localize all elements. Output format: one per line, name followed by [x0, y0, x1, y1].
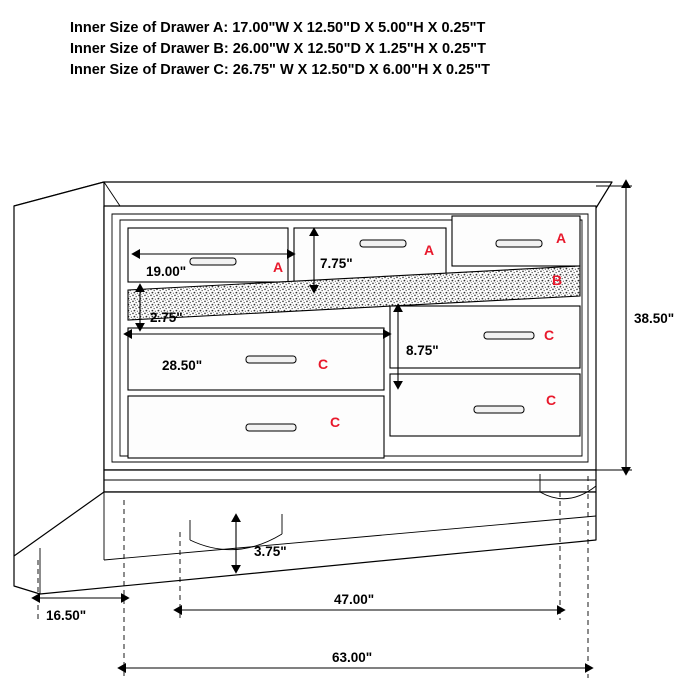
dim-overall-width [126, 650, 586, 668]
tag-drawer-a-left: A [273, 259, 284, 275]
drawer-c-left-lower[interactable] [128, 396, 384, 458]
tag-drawer-c-center: C [318, 356, 329, 372]
dim-label-drawer-c-height: 8.75" [406, 343, 439, 358]
dim-label-depth: 16.50" [46, 608, 87, 623]
dim-label-drawer-b-height: 2.75" [150, 310, 183, 325]
dim-base-width [182, 592, 558, 610]
tag-drawer-c-right-lower: C [546, 392, 557, 408]
dim-label-overall-height: 38.50" [634, 311, 675, 326]
tag-drawer-c-lower-left: C [330, 414, 341, 430]
dim-label-overall-width: 63.00" [332, 650, 373, 665]
dim-label-base-width: 47.00" [334, 592, 375, 607]
spec-line-drawer-b: Inner Size of Drawer B: 26.00"W X 12.50"D X 1.25"H X 0.25"T [70, 41, 486, 57]
dim-depth [40, 598, 122, 623]
spec-line-drawer-c: Inner Size of Drawer C: 26.75" W X 12.50"D X 6.00"H X 0.25"T [70, 62, 490, 78]
dim-label-drawer-a-height: 7.75" [320, 256, 353, 271]
tag-drawer-c-right-upper: C [544, 327, 555, 343]
dim-overall-height [596, 186, 674, 470]
dim-label-drawer-a-width: 19.00" [146, 264, 187, 279]
cabinet-left-side [14, 182, 104, 556]
tag-drawer-b: B [552, 272, 563, 288]
spec-line-drawer-a: Inner Size of Drawer A: 17.00"W X 12.50"D X 5.00"H X 0.25"T [70, 20, 486, 36]
dim-label-base-height: 3.75" [254, 544, 287, 559]
tag-drawer-a-center: A [424, 242, 435, 258]
tag-drawer-a-right: A [556, 230, 567, 246]
dim-label-drawer-c-width: 28.50" [162, 358, 203, 373]
